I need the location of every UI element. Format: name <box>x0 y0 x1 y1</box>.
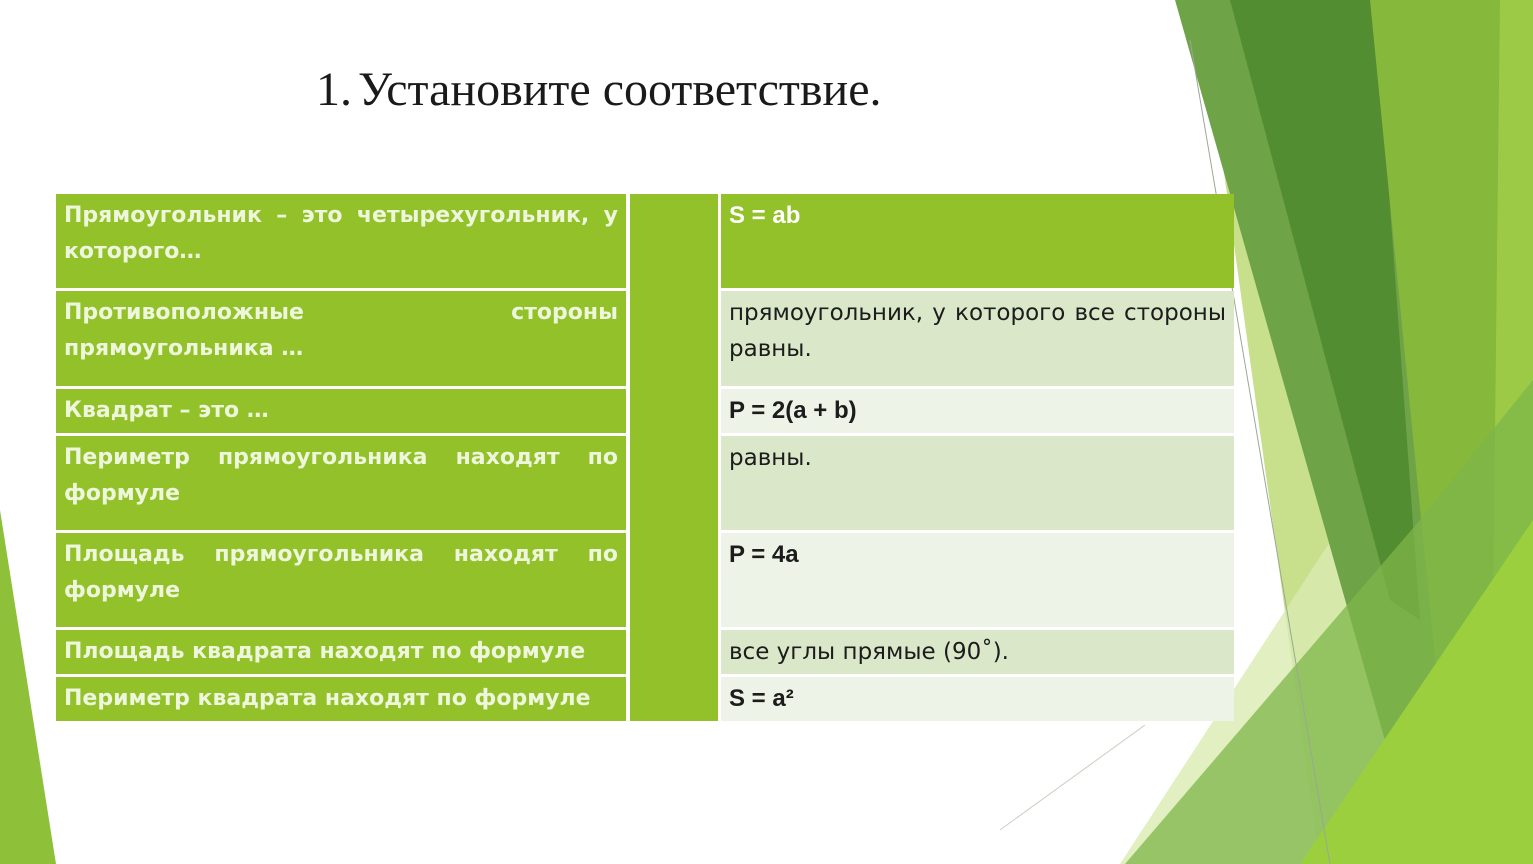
title-number: 1. <box>316 63 352 116</box>
right-cell: S = a² <box>721 677 1234 721</box>
left-cell: Периметр прямоугольника находят по формуле <box>56 436 626 530</box>
left-cell: Прямоугольник – это четырехугольник, у которого… <box>56 194 626 288</box>
answer-column <box>630 194 718 721</box>
left-cell: Периметр квадрата находят по формуле <box>56 677 626 721</box>
left-cell: Квадрат – это … <box>56 389 626 433</box>
right-cell: P = 4a <box>721 533 1234 627</box>
right-cell: P = 2(a + b) <box>721 389 1234 433</box>
left-cell: Площадь квадрата находят по формуле <box>56 630 626 674</box>
title-text: Установите соответствие. <box>358 63 882 116</box>
left-cell: Противоположные стороны прямоугольника … <box>56 291 626 386</box>
left-cell: Площадь прямоугольника находят по формуле <box>56 533 626 627</box>
right-cell: S = ab <box>721 194 1234 288</box>
right-cell: равны. <box>721 436 1234 530</box>
right-cell: прямоугольник, у которого все стороны равны. <box>721 291 1234 386</box>
thin-line-2 <box>1000 725 1145 830</box>
right-cell: все углы прямые (90˚). <box>721 630 1234 674</box>
slide-title <box>316 62 882 117</box>
left-green-stripe <box>0 510 56 864</box>
